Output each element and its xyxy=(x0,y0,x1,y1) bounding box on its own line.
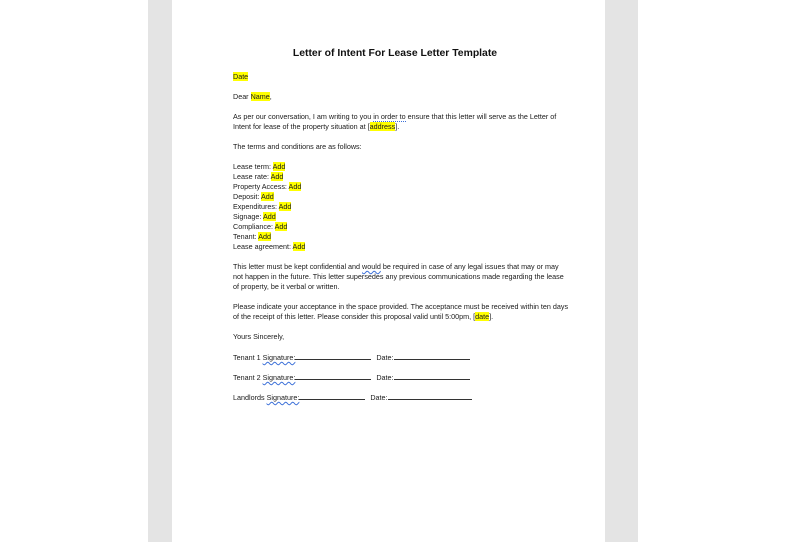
confidential-line-2: not happen in the future. This letter supersedes any previous communications made regarding the lease xyxy=(233,272,564,281)
term-item: Deposit: Add xyxy=(233,192,274,201)
term-item: Lease agreement: Add xyxy=(233,242,306,251)
signature-label: Signature: xyxy=(262,373,296,382)
signature-blank[interactable] xyxy=(299,392,365,400)
term-value-placeholder[interactable]: Add xyxy=(288,182,302,191)
term-value-placeholder[interactable]: Add xyxy=(274,222,288,231)
term-value-placeholder[interactable]: Add xyxy=(292,242,306,251)
signature-label: Signature: xyxy=(262,353,296,362)
name-placeholder[interactable]: Name xyxy=(250,92,270,101)
term-item: Lease rate: Add xyxy=(233,172,284,181)
proofing-squiggle[interactable]: would xyxy=(362,262,381,271)
salutation: Dear Name, xyxy=(233,92,272,101)
date-blank[interactable] xyxy=(394,372,470,380)
signature-line: Landlords Signature: Date: xyxy=(233,392,472,403)
intro-line-1: As per our conversation, I am writing to you in order to ensure that this letter will serve as the Letter of xyxy=(233,112,557,121)
closing: Yours Sincerely, xyxy=(233,332,285,341)
signature-label: Signature: xyxy=(266,393,300,402)
term-value-placeholder[interactable]: Add xyxy=(278,202,292,211)
term-value-placeholder[interactable]: Add xyxy=(272,162,286,171)
right-gutter xyxy=(605,0,638,542)
confidential-line-3: of property, be it verbal or written. xyxy=(233,282,340,291)
term-item: Property Access: Add xyxy=(233,182,302,191)
terms-heading: The terms and conditions are as follows: xyxy=(233,142,362,151)
term-value-placeholder[interactable]: Add xyxy=(262,212,276,221)
intro-line-2: Intent for lease of the property situation at [address]. xyxy=(233,122,400,131)
term-value-placeholder[interactable]: Add xyxy=(260,192,274,201)
signature-line: Tenant 2 Signature: Date: xyxy=(233,372,470,383)
document-title: Letter of Intent For Lease Letter Template xyxy=(292,48,498,59)
acceptance-line-1: Please indicate your acceptance in the space provided. The acceptance must be received within ten days xyxy=(233,302,569,311)
confidential-line-1: This letter must be kept confidential and would be required in case of any legal issues that may or may xyxy=(233,262,559,271)
date-blank[interactable] xyxy=(388,392,472,400)
date-line xyxy=(233,72,248,82)
term-item: Lease term: Add xyxy=(233,162,286,171)
date-blank[interactable] xyxy=(394,352,470,360)
address-placeholder[interactable]: address xyxy=(369,122,396,131)
signature-line: Tenant 1 Signature: Date: xyxy=(233,352,470,363)
term-item: Signage: Add xyxy=(233,212,276,221)
signature-blank[interactable] xyxy=(295,352,371,360)
proofing-squiggle[interactable]: in order to xyxy=(373,112,406,121)
left-gutter xyxy=(148,0,172,542)
date-placeholder[interactable]: date xyxy=(475,312,490,321)
term-item: Expenditures: Add xyxy=(233,202,292,211)
term-item: Tenant: Add xyxy=(233,232,271,241)
signature-blank[interactable] xyxy=(295,372,371,380)
date-placeholder[interactable]: Date xyxy=(233,72,249,81)
term-item: Compliance: Add xyxy=(233,222,288,231)
term-value-placeholder[interactable]: Add xyxy=(258,232,271,241)
term-value-placeholder[interactable]: Add xyxy=(270,172,284,181)
acceptance-line-2: of the receipt of this letter. Please consider this proposal valid until 5:00pm, [date]. xyxy=(233,312,494,321)
